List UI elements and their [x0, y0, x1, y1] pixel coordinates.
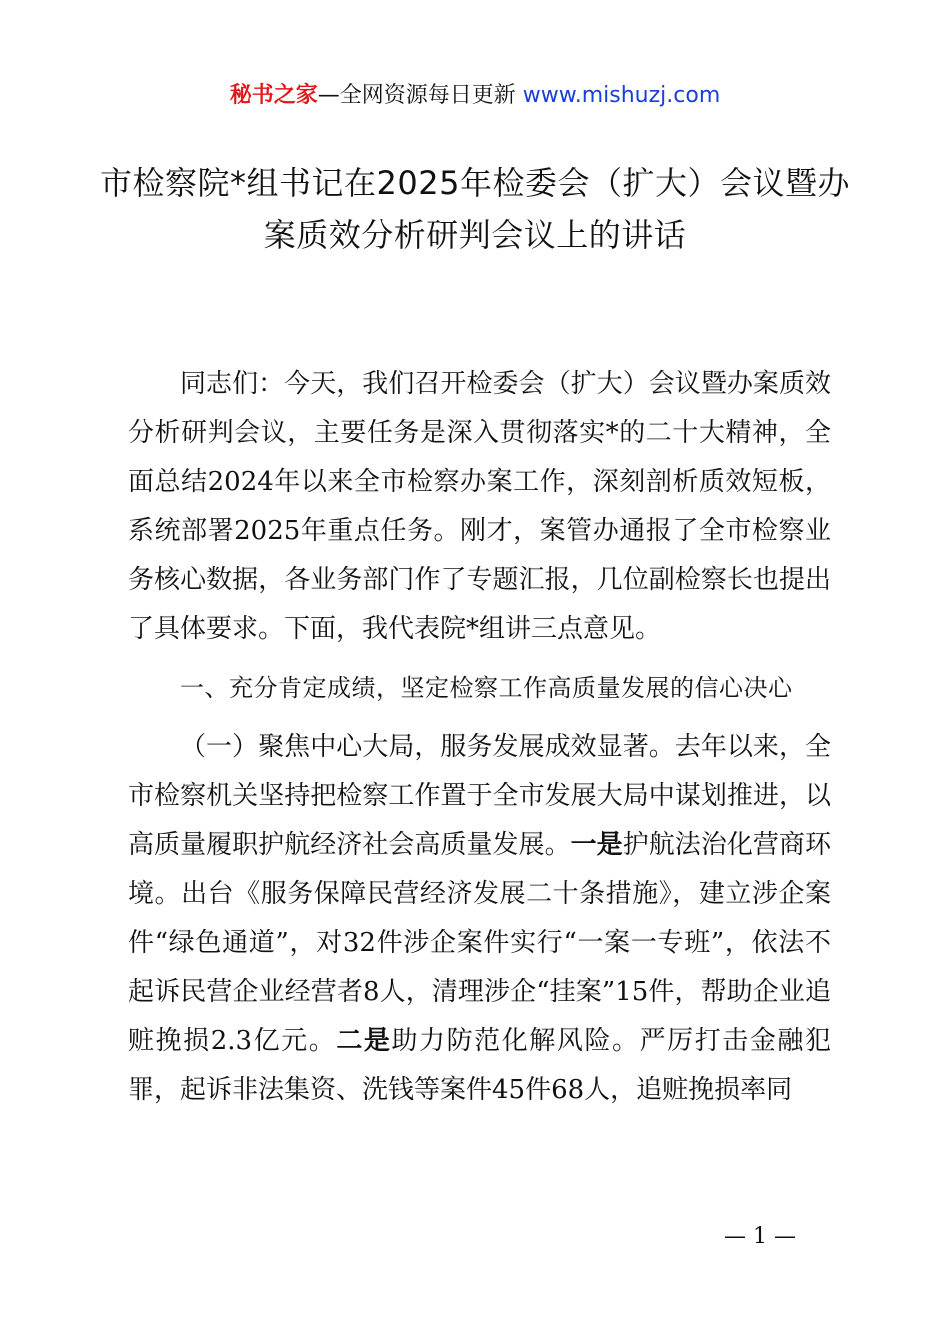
paragraph-text: 护航法治化营商环境。出台《服务保障民营经济发展二十条措施》，建立涉企案件“绿色通道”，对32件涉企案件实行“一案一专班”，依法不起诉民营企业经营者8人，清理涉企“挂案”15件，帮助企业追赃挽损2.3亿元。	[128, 830, 831, 1056]
body-paragraph	[128, 723, 831, 1115]
site-url[interactable]: www.mishuzj.com	[522, 83, 721, 108]
site-brand: 秘书之家	[229, 83, 318, 108]
bold-marker-second: 二是	[336, 1026, 392, 1056]
section-heading: 一、充分肯定成绩，坚定检察工作高质量发展的信心决心	[180, 674, 793, 702]
page-number: — 1 —	[724, 1224, 796, 1249]
site-header	[0, 80, 950, 112]
site-slogan: —全网资源每日更新	[317, 83, 523, 108]
opening-paragraph: 同志们：今天，我们召开检委会（扩大）会议暨办案质效分析研判会议，主要任务是深入贯彻落实*的二十大精神，全面总结2024年以来全市检察办案工作，深刻剖析质效短板，系统部署2025年重点任务。刚才，案管办通报了全市检察业务核心数据，各业务部门作了专题汇报，几位副检察长也提出了具体要求。下面，我代表院*组讲三点意见。	[128, 369, 831, 644]
document-title: 市检察院*组书记在2025年检委会（扩大）会议暨办案质效分析研判会议上的讲话	[100, 164, 850, 254]
document-body	[128, 360, 831, 1115]
bold-marker-first: 一是	[570, 830, 623, 860]
paragraph-text: （一）聚焦中心大局，服务发展成效显著。去年以来，全市检察机关坚持把检察工作置于全市发展大局中谋划推进，以高质量履职护航经济社会高质量发展。	[128, 732, 831, 860]
paragraph-text: 助力防范化解风险。严厉打击金融犯罪，起诉非法集资、洗钱等案件45件68人，追赃挽损率同	[128, 1026, 831, 1105]
